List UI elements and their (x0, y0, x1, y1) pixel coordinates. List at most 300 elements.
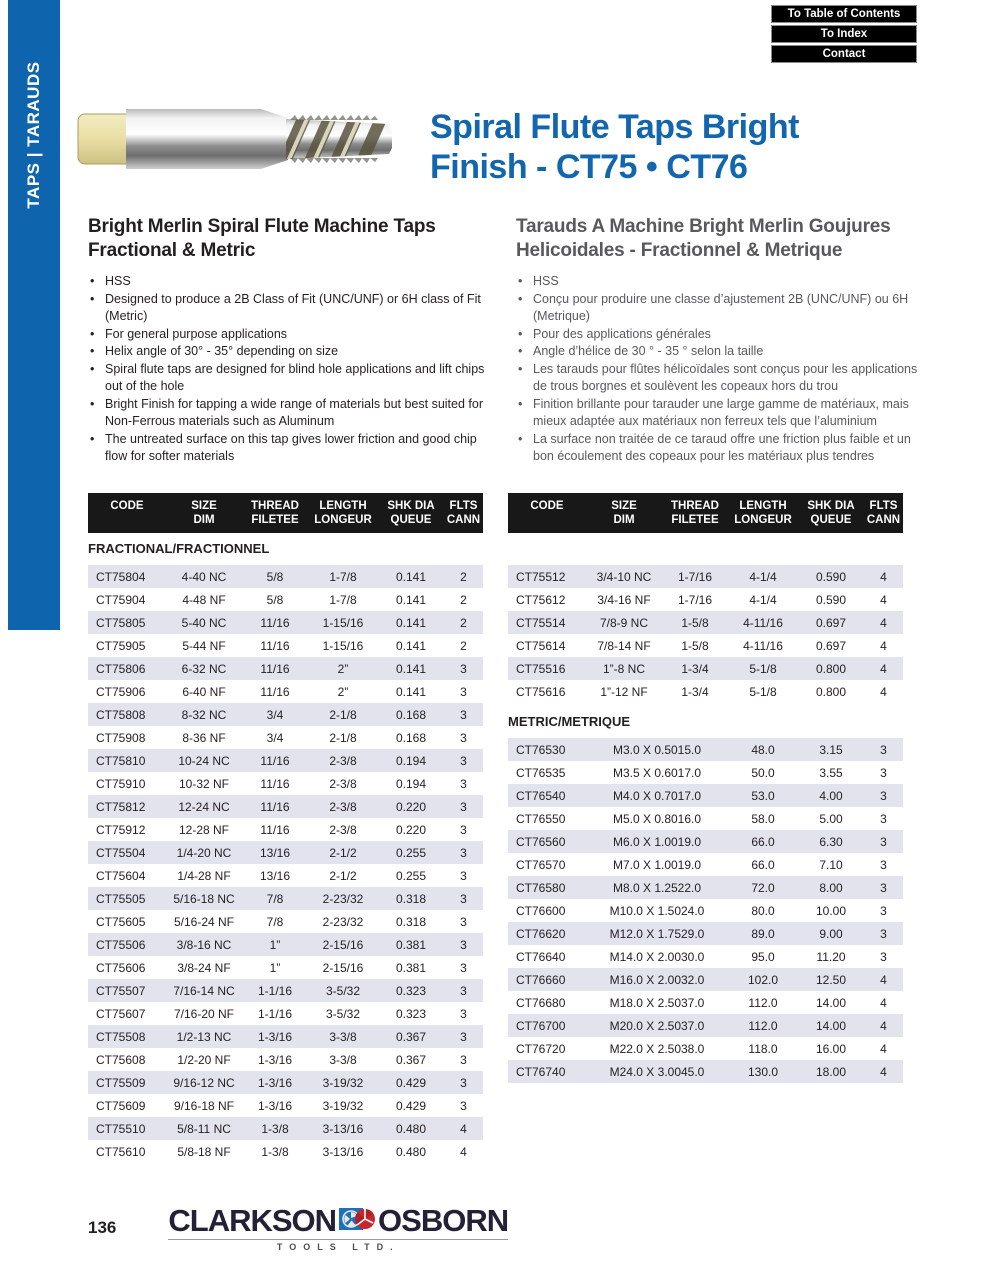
cell-length: 2-15/16 (322, 937, 364, 952)
cell-shk-dia: 3.55 (819, 765, 843, 780)
cell-flts: 3 (880, 857, 887, 872)
cell-size: 12-28 NF (178, 822, 230, 837)
bullet-glyph: • (90, 326, 95, 341)
cell-size: 8-32 NC (181, 707, 227, 722)
table-row (508, 807, 903, 830)
bullet-glyph: • (90, 396, 95, 411)
table-row (508, 1037, 903, 1060)
cell-size: 4-48 NF (182, 592, 226, 607)
cell-length: 1-15/16 (322, 615, 364, 630)
cell-size: 5/8-11 NC (177, 1121, 231, 1136)
cell-shk-dia: 0.323 (395, 983, 427, 998)
cell-thread: 13/16 (259, 845, 291, 860)
cell-length: 112.0 (748, 995, 778, 1010)
bullet-glyph: • (518, 396, 523, 411)
cell-length: 89.0 (751, 926, 775, 941)
cell-size: 1/2-13 NC (176, 1029, 232, 1044)
cell-length: 2” (337, 684, 349, 699)
bullet-item: • La surface non traitée de ce taraud offre une friction plus faible et un bon écoulement des copeaux pour les matériaux plus tendres (516, 431, 919, 466)
cell-shk-dia: 0.255 (395, 868, 427, 883)
cell-thread: 1-3/8 (261, 1144, 289, 1159)
cell-shk-dia: 0.480 (395, 1121, 427, 1136)
table-row (88, 772, 483, 795)
table-row (88, 1094, 483, 1117)
cell-shk-dia: 0.141 (395, 615, 427, 630)
table-row (508, 611, 903, 634)
cell-thread: 1-3/16 (257, 1029, 293, 1044)
bullet-glyph: • (90, 431, 95, 446)
table-row (508, 945, 903, 968)
cell-code: CT75510 (96, 1121, 146, 1136)
cell-flts: 2 (460, 638, 467, 653)
cell-flts: 3 (460, 799, 467, 814)
table-row (88, 933, 483, 956)
cell-code: CT76530 (516, 742, 566, 757)
cell-thread: 7/8 (266, 914, 284, 929)
cell-flts: 3 (460, 960, 467, 975)
cell-flts: 3 (460, 822, 467, 837)
cell-flts: 4 (460, 1144, 467, 1159)
cell-shk-dia: 0.367 (395, 1052, 427, 1067)
cell-code: CT75606 (96, 960, 146, 975)
cell-size: 1/4-20 NC (176, 845, 232, 860)
cell-size: 10-32 NF (178, 776, 230, 791)
cell-code: CT76680 (516, 995, 566, 1010)
bullet-glyph: • (90, 361, 95, 376)
cell-flts: 3 (460, 891, 467, 906)
table-row (508, 876, 903, 899)
cell-code: CT75808 (96, 707, 146, 722)
cell-thread: 11/16 (260, 638, 290, 653)
table-header-cell: FLTS CANN (866, 500, 901, 526)
cell-length: 112.0 (748, 1018, 778, 1033)
cell-thread: 1-3/4 (681, 661, 709, 676)
cell-flts: 3 (460, 776, 467, 791)
cell-thread: 3/4 (266, 707, 284, 722)
intro-french (516, 215, 919, 466)
cell-code: CT75509 (96, 1075, 146, 1090)
cell-shk-dia: 16.00 (815, 1041, 847, 1056)
cell-size: 6-32 NC (181, 661, 227, 676)
table-row (88, 910, 483, 933)
cell-shk-dia: 0.168 (395, 707, 427, 722)
cell-code: CT75810 (96, 753, 146, 768)
cell-shk-dia: 0.381 (395, 937, 427, 952)
cell-length: 1-7/8 (329, 569, 357, 584)
table-row (88, 703, 483, 726)
cell-flts: 3 (880, 903, 887, 918)
table-row (508, 853, 903, 876)
bullet-glyph: • (518, 344, 523, 358)
cell-size: 7/8-14 NF (597, 638, 651, 653)
cell-flts: 3 (460, 1006, 467, 1021)
cell-thread: 11/16 (260, 799, 290, 814)
cell-size: 9/16-12 NC (173, 1075, 235, 1090)
cell-shk-dia: 0.800 (815, 661, 847, 676)
table-row (508, 657, 903, 680)
table-row (508, 761, 903, 784)
intro-french-heading: Tarauds A Machine Bright Merlin Goujures Helicoidales - Fractionnel & Metrique (516, 216, 891, 261)
cell-flts: 4 (880, 592, 887, 607)
cell-size: 1/4-28 NF (177, 868, 231, 883)
metric-rows (508, 738, 903, 1083)
cell-flts: 3 (460, 730, 467, 745)
cell-flts: 3 (460, 707, 467, 722)
cell-length: 2-3/8 (329, 799, 357, 814)
cell-size: 3/4-10 NC (596, 569, 652, 584)
cell-flts: 4 (880, 1041, 887, 1056)
cell-length: 2-3/8 (329, 776, 357, 791)
cell-flts: 3 (460, 753, 467, 768)
cell-flts: 4 (880, 684, 887, 699)
cell-flts: 4 (880, 569, 887, 584)
cell-flts: 3 (880, 926, 887, 941)
cell-length: 3-19/32 (322, 1075, 364, 1090)
table-row (508, 968, 903, 991)
cell-code: CT75607 (96, 1006, 146, 1021)
cell-flts: 3 (880, 880, 887, 895)
cell-thread: 1-3/16 (257, 1075, 293, 1090)
cell-size: M3.0 X 0.5015.0 (612, 742, 702, 757)
cell-flts: 4 (880, 995, 887, 1010)
cell-code: CT75906 (96, 684, 146, 699)
table-row (508, 680, 903, 703)
cell-shk-dia: 0.590 (815, 592, 847, 607)
table-row (88, 634, 483, 657)
page-number: 136 (88, 1218, 117, 1237)
page-title-line2: Finish - CT75 • CT76 (430, 148, 748, 186)
cell-length: 2-23/32 (322, 891, 364, 906)
cell-thread: 3/4 (266, 730, 284, 745)
bullet-item: • The untreated surface on this tap gives lower friction and good chip flow for softer materials (88, 431, 491, 466)
bullet-glyph: • (90, 291, 95, 306)
table-row (88, 1048, 483, 1071)
intro-french-bullets (516, 273, 919, 466)
cell-shk-dia: 3.15 (819, 742, 843, 757)
cell-size: 5-40 NC (181, 615, 227, 630)
bullet-glyph: • (90, 344, 95, 358)
table-header-cell: SHK DIA QUEUE (387, 500, 435, 526)
cell-code: CT76720 (516, 1041, 566, 1056)
cell-code: CT75812 (96, 799, 146, 814)
cell-size: 1”-12 NF (600, 684, 648, 699)
cell-size: 3/8-24 NF (177, 960, 231, 975)
bullet-item: • For general purpose applications (88, 326, 491, 344)
cell-length: 66.0 (751, 834, 775, 849)
table-header (88, 493, 483, 533)
table-row (508, 899, 903, 922)
cell-size: M4.0 X 0.7017.0 (612, 788, 702, 803)
cell-thread: 11/16 (260, 753, 290, 768)
cell-flts: 3 (460, 937, 467, 952)
cell-length: 4-1/4 (749, 569, 777, 584)
logo-text-clarkson: CLARKSON (168, 1203, 337, 1238)
cell-flts: 3 (880, 811, 887, 826)
cell-length: 4-11/16 (743, 638, 783, 653)
cell-flts: 4 (880, 1064, 887, 1079)
top-nav (771, 5, 917, 65)
cell-thread: 11/16 (260, 661, 290, 676)
cell-shk-dia: 12.50 (815, 972, 847, 987)
table-row (508, 922, 903, 945)
table-header-cell: FLTS CANN (446, 500, 481, 526)
cell-shk-dia: 0.381 (395, 960, 427, 975)
spec-tables (88, 493, 920, 1163)
to-table-of-contents-button[interactable]: To Table of Contents (771, 5, 917, 23)
bullet-item: • Bright Finish for tapping a wide range of materials but best suited for Non-Ferrous materials such as Aluminum (88, 396, 491, 431)
cell-length: 3-13/16 (322, 1144, 364, 1159)
cell-code: CT76550 (516, 811, 566, 826)
cell-shk-dia: 0.194 (395, 753, 427, 768)
cell-size: M5.0 X 0.8016.0 (612, 811, 702, 826)
cell-length: 5-1/8 (749, 661, 777, 676)
cell-shk-dia: 6.30 (819, 834, 843, 849)
cell-size: M12.0 X 1.7529.0 (609, 926, 705, 941)
cell-flts: 3 (880, 834, 887, 849)
cell-shk-dia: 4.00 (819, 788, 843, 803)
fractional-rows-right (508, 565, 903, 703)
table-row (88, 1071, 483, 1094)
cell-shk-dia: 0.255 (395, 845, 427, 860)
cell-size: 1”-8 NC (602, 661, 645, 676)
cell-length: 1-15/16 (322, 638, 364, 653)
table-row (88, 565, 483, 588)
cell-shk-dia: 0.697 (815, 638, 847, 653)
cell-shk-dia: 5.00 (819, 811, 843, 826)
cell-thread: 11/16 (260, 684, 290, 699)
cell-flts: 3 (460, 914, 467, 929)
bullet-item: • HSS (88, 273, 491, 291)
cell-size: 1/2-20 NF (177, 1052, 231, 1067)
cell-size: 7/16-14 NC (173, 983, 235, 998)
cell-thread: 1-7/16 (677, 569, 713, 584)
cell-size: M8.0 X 1.2522.0 (612, 880, 702, 895)
bullet-glyph: • (518, 291, 523, 306)
table-row (88, 887, 483, 910)
cell-length: 2” (337, 661, 349, 676)
cell-shk-dia: 0.141 (395, 661, 427, 676)
cell-flts: 3 (880, 788, 887, 803)
cell-shk-dia: 18.00 (815, 1064, 847, 1079)
cell-length: 3-13/16 (322, 1121, 364, 1136)
cell-shk-dia: 0.318 (395, 891, 427, 906)
table-row (508, 830, 903, 853)
cell-shk-dia: 0.367 (395, 1029, 427, 1044)
cell-flts: 3 (460, 845, 467, 860)
spiral-flute-tap-image (74, 92, 396, 188)
cell-length: 2-1/2 (329, 868, 357, 883)
cell-shk-dia: 0.168 (395, 730, 427, 745)
table-row (508, 634, 903, 657)
cell-thread: 11/16 (260, 615, 290, 630)
cell-code: CT75614 (516, 638, 566, 653)
cell-flts: 3 (460, 983, 467, 998)
cell-code: CT75609 (96, 1098, 146, 1113)
cell-length: 48.0 (751, 742, 775, 757)
contact-button[interactable]: Contact (771, 45, 917, 63)
cell-flts: 3 (880, 742, 887, 757)
cell-code: CT75605 (96, 914, 146, 929)
bullet-glyph: • (518, 361, 523, 376)
table-row (508, 738, 903, 761)
cell-size: 6-40 NF (182, 684, 226, 699)
cell-shk-dia: 0.480 (395, 1144, 427, 1159)
metric-section-label: METRIC/METRIQUE (508, 714, 631, 729)
cell-length: 3-19/32 (322, 1098, 364, 1113)
cell-length: 4-11/16 (743, 615, 783, 630)
cell-flts: 4 (460, 1121, 467, 1136)
cell-code: CT76700 (516, 1018, 566, 1033)
table-header-cell: SIZE DIM (191, 500, 217, 526)
cell-code: CT76540 (516, 788, 566, 803)
cell-length: 130.0 (747, 1064, 779, 1079)
cell-flts: 2 (460, 569, 467, 584)
cell-shk-dia: 9.00 (819, 926, 843, 941)
cell-code: CT75805 (96, 615, 146, 630)
cell-thread: 1-3/8 (261, 1121, 289, 1136)
cell-shk-dia: 0.141 (395, 569, 427, 584)
cell-size: 10-24 NC (178, 753, 230, 768)
table-row (508, 1060, 903, 1083)
cell-shk-dia: 0.194 (395, 776, 427, 791)
cell-thread: 1-3/16 (257, 1098, 293, 1113)
cell-length: 95.0 (751, 949, 775, 964)
cell-thread: 1-5/8 (681, 615, 709, 630)
cell-length: 50.0 (751, 765, 775, 780)
cell-length: 4-1/4 (749, 592, 777, 607)
fractional-section-label: FRACTIONAL/FRACTIONNEL (88, 541, 270, 556)
cell-length: 53.0 (751, 788, 775, 803)
table-row (508, 565, 903, 588)
bullet-glyph: • (518, 274, 523, 288)
cell-size: 7/16-20 NF (173, 1006, 235, 1021)
cell-thread: 1-1/16 (257, 983, 293, 998)
cell-thread: 5/8 (266, 569, 284, 584)
intro-english (88, 215, 491, 466)
table-row (88, 1140, 483, 1163)
cell-length: 3-3/8 (329, 1052, 357, 1067)
table-header-cell: LENGTH LONGEUR (734, 500, 792, 526)
cell-code: CT75512 (516, 569, 566, 584)
page-title-line1: Spiral Flute Taps Bright (430, 108, 799, 146)
intro-section (88, 215, 920, 466)
cell-flts: 4 (880, 1018, 887, 1033)
table-row (88, 726, 483, 749)
cell-code: CT75508 (96, 1029, 146, 1044)
cell-code: CT75910 (96, 776, 146, 791)
cell-flts: 2 (460, 615, 467, 630)
table-row (88, 1002, 483, 1025)
cell-length: 80.0 (751, 903, 775, 918)
cell-size: 8-36 NF (182, 730, 226, 745)
table-row (88, 657, 483, 680)
cell-flts: 3 (460, 868, 467, 883)
cell-size: 5-44 NF (182, 638, 226, 653)
cell-flts: 4 (880, 638, 887, 653)
cell-code: CT75604 (96, 868, 146, 883)
cell-shk-dia: 0.141 (395, 684, 427, 699)
cell-length: 2-23/32 (322, 914, 364, 929)
cell-shk-dia: 0.429 (395, 1098, 427, 1113)
cell-size: M6.0 X 1.0019.0 (612, 834, 702, 849)
cell-length: 1-7/8 (329, 592, 357, 607)
cell-shk-dia: 10.00 (815, 903, 847, 918)
cell-code: CT75507 (96, 983, 146, 998)
cell-shk-dia: 14.00 (815, 995, 847, 1010)
cell-code: CT76660 (516, 972, 566, 987)
table-header-cell: SHK DIA QUEUE (807, 500, 855, 526)
cell-length: 2-3/8 (329, 753, 357, 768)
cell-thread: 1-7/16 (677, 592, 713, 607)
cell-code: CT75806 (96, 661, 146, 676)
logo-text-osborn: OSBORN (378, 1203, 509, 1238)
cell-shk-dia: 0.141 (395, 638, 427, 653)
cell-shk-dia: 0.323 (395, 1006, 427, 1021)
table-header (508, 493, 903, 533)
table-header-cell: THREAD FILETEE (671, 500, 719, 526)
cell-size: M22.0 X 2.5038.0 (609, 1041, 705, 1056)
cell-thread: 7/8 (266, 891, 284, 906)
cell-code: CT75904 (96, 592, 146, 607)
bullet-item: • Helix angle of 30° - 35° depending on size (88, 343, 491, 361)
cell-thread: 13/16 (259, 868, 291, 883)
cell-code: CT76535 (516, 765, 566, 780)
cell-size: 4-40 NC (181, 569, 227, 584)
cell-length: 118.0 (748, 1041, 778, 1056)
bullet-glyph: • (518, 431, 523, 446)
table-row (88, 979, 483, 1002)
table-row (88, 588, 483, 611)
to-index-button[interactable]: To Index (771, 25, 917, 43)
table-row (508, 784, 903, 807)
table-header-cell: THREAD FILETEE (251, 500, 299, 526)
cell-thread: 1” (269, 960, 281, 975)
logo-subtext: TOOLS LTD. (168, 1239, 508, 1252)
cell-code: CT75506 (96, 937, 146, 952)
cell-size: M7.0 X 1.0019.0 (612, 857, 702, 872)
cell-flts: 3 (460, 1098, 467, 1113)
cell-size: M10.0 X 1.5024.0 (609, 903, 705, 918)
sidebar-label: TAPS | TARAUDS (24, 61, 43, 209)
table-row (508, 1014, 903, 1037)
table-row (88, 611, 483, 634)
cell-thread: 1-1/16 (257, 1006, 293, 1021)
table-header-cell: LENGTH LONGEUR (314, 500, 372, 526)
cell-thread: 5/8 (266, 592, 284, 607)
cell-length: 3-5/32 (325, 983, 361, 998)
cell-code: CT76600 (516, 903, 566, 918)
cell-size: M14.0 X 2.0030.0 (609, 949, 705, 964)
table-row (88, 680, 483, 703)
cell-shk-dia: 7.10 (819, 857, 843, 872)
cell-code: CT75908 (96, 730, 146, 745)
intro-english-heading: Bright Merlin Spiral Flute Machine Taps Fractional & Metric (88, 216, 436, 261)
cell-flts: 3 (460, 684, 467, 699)
page-title (430, 107, 950, 187)
cell-flts: 3 (880, 765, 887, 780)
cell-flts: 3 (460, 1075, 467, 1090)
cell-shk-dia: 0.318 (395, 914, 427, 929)
bullet-item: • Angle d’hélice de 30 ° - 35 ° selon la taille (516, 343, 919, 361)
cell-code: CT75612 (516, 592, 566, 607)
cell-code: CT75616 (516, 684, 566, 699)
cell-thread: 1-5/8 (681, 638, 709, 653)
cell-flts: 3 (460, 1052, 467, 1067)
bullet-item: • Finition brillante pour tarauder une large gamme de matériaux, mais mieux adaptée aux matériaux non ferreux tels que l’aluminium (516, 396, 919, 431)
table-row (88, 1025, 483, 1048)
table-row (88, 864, 483, 887)
cell-code: CT75504 (96, 845, 146, 860)
